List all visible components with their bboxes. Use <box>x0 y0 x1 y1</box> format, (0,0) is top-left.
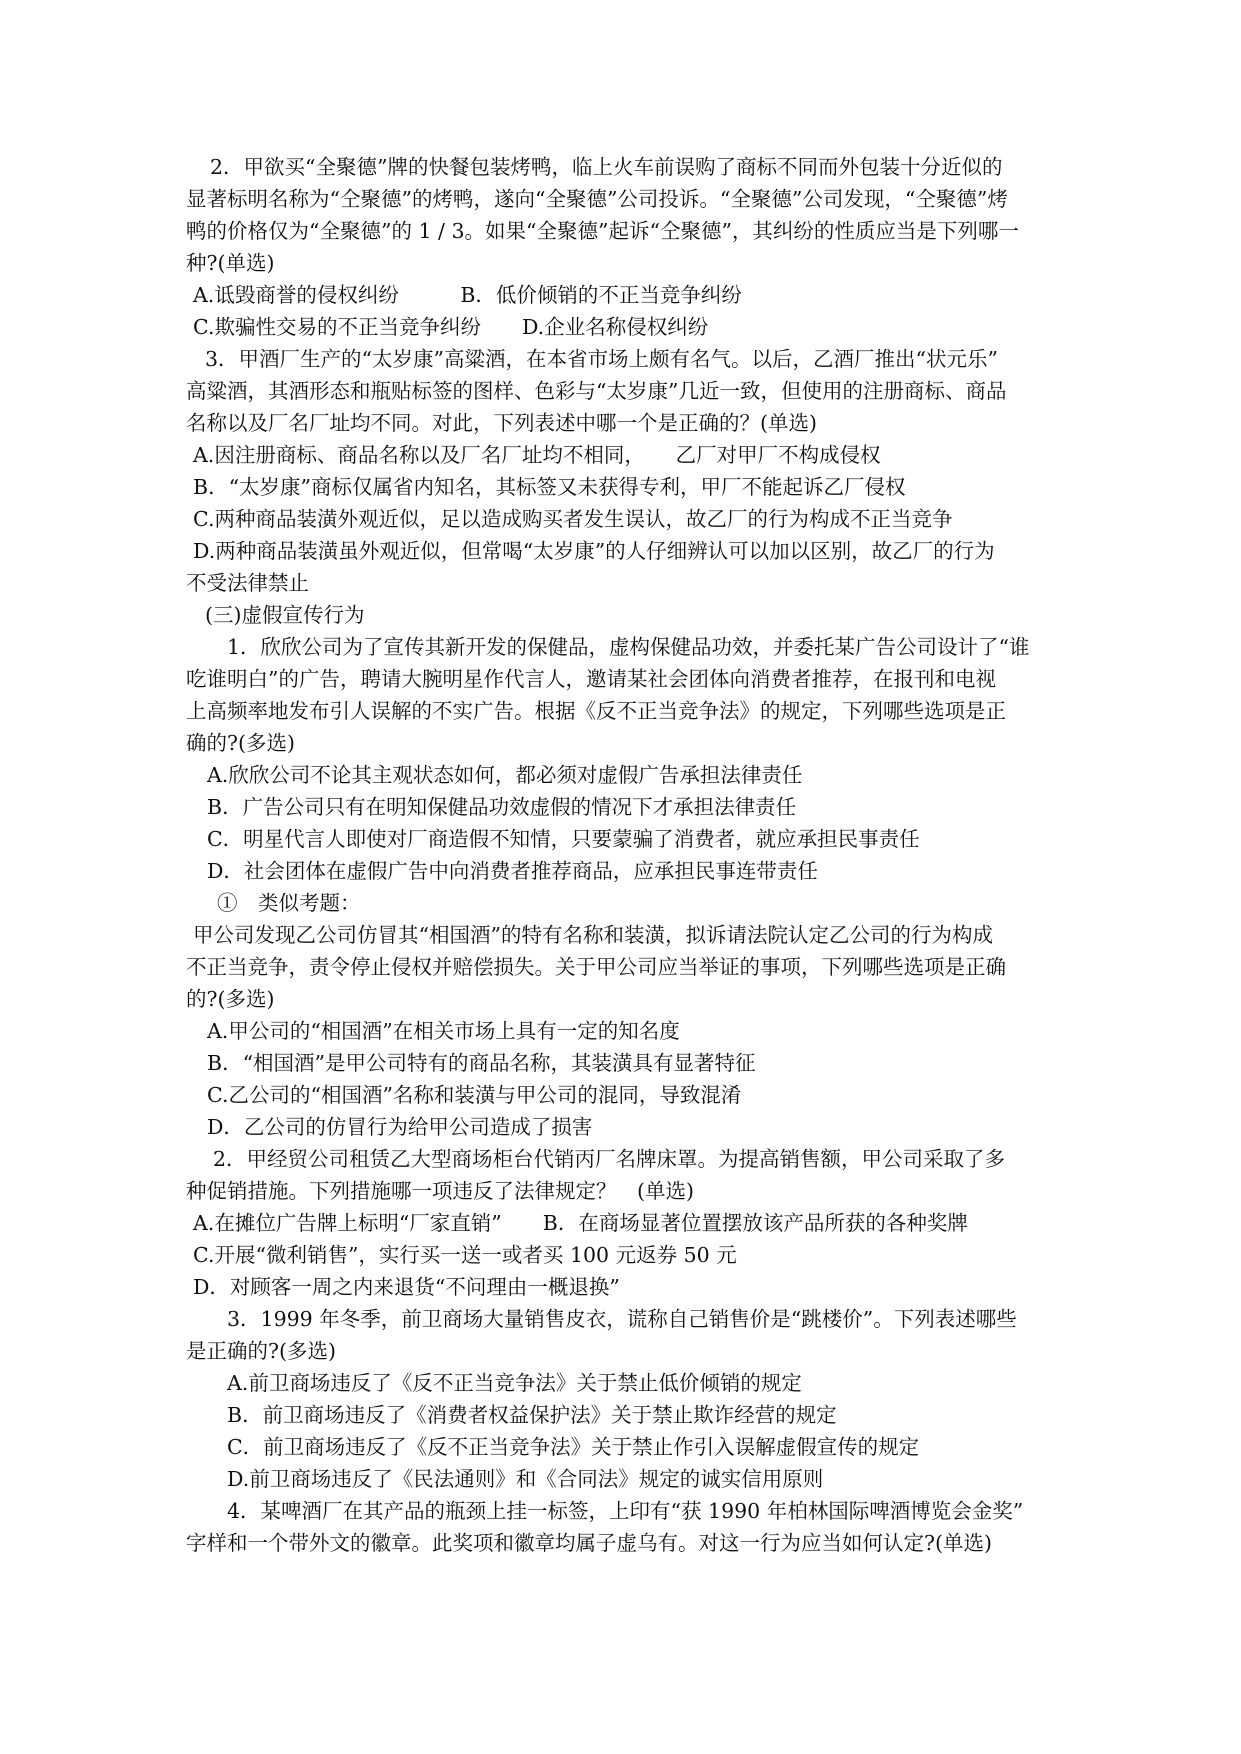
text-line: D.前卫商场违反了《民法通则》和《合同法》规定的诚实信用原则 <box>227 1467 824 1491</box>
text-line: C．前卫商场违反了《反不正当竞争法》关于禁止作引入误解虚假宣传的规定 <box>227 1435 920 1459</box>
section-heading: (三)虚假宣传行为 <box>205 603 365 627</box>
text-line: 3．甲酒厂生产的“太岁康”高粱酒，在本省市场上颇有名气。以后，乙酒厂推出“状元乐” <box>205 347 998 371</box>
text-line: D.两种商品装潢虽外观近似，但常喝“太岁康”的人仔细辨认可以加以区别，故乙厂的行为 <box>193 539 995 563</box>
text-line: A.因注册商标、商品名称以及厂名厂址均不相同， 乙厂对甲厂不构成侵权 <box>193 443 881 467</box>
text-line: 3．1999 年冬季，前卫商场大量销售皮衣，谎称自己销售价是“跳楼价”。下列表述哪些 <box>227 1307 1017 1331</box>
text-line: ① 类似考题： <box>217 891 361 915</box>
text-line: D．乙公司的仿冒行为给甲公司造成了损害 <box>207 1115 593 1139</box>
text-line: A.在摊位广告牌上标明“厂家直销” B．在商场显著位置摆放该产品所获的各种奖牌 <box>193 1211 968 1235</box>
text-line: B．前卫商场违反了《消费者权益保护法》关于禁止欺诈经营的规定 <box>227 1403 837 1427</box>
text-line: 甲公司发现乙公司仿冒其“相国酒”的特有名称和装潢，拟诉请法院认定乙公司的行为构成 <box>193 923 993 947</box>
text-line: 高粱酒，其酒形态和瓶贴标签的图样、色彩与“太岁康”几近一致，但使用的注册商标、商品 <box>186 379 1007 403</box>
text-line: 不正当竞争，责令停止侵权并赔偿损失。关于甲公司应当举证的事项，下列哪些选项是正确 <box>186 955 1006 979</box>
text-line: C.两种商品装潢外观近似，足以造成购买者发生误认，故乙厂的行为构成不正当竞争 <box>193 507 953 531</box>
text-line: 字样和一个带外文的徽章。此奖项和徽章均属子虚乌有。对这一行为应当如何认定?(单选) <box>186 1531 992 1555</box>
text-line: C.乙公司的“相国酒”名称和装潢与甲公司的混同，导致混淆 <box>207 1083 742 1107</box>
text-line: 2．甲欲买“全聚德”牌的快餐包装烤鸭，临上火车前误购了商标不同而外包装十分近似的 <box>210 155 1003 179</box>
text-line: A.欣欣公司不论其主观状态如何，都必须对虚假广告承担法律责任 <box>207 763 803 787</box>
text-line: 4．某啤酒厂在其产品的瓶颈上挂一标签，上印有“获 1990 年柏林国际啤酒博览会金奖” <box>227 1499 1024 1523</box>
text-line: A.诋毁商誉的侵权纠纷 B．低价倾销的不正当竞争纠纷 <box>193 283 742 307</box>
text-line: B．“相国酒”是甲公司特有的商品名称，其装潢具有显著特征 <box>207 1051 756 1075</box>
text-line: B．广告公司只有在明知保健品功效虚假的情况下才承担法律责任 <box>207 795 797 819</box>
text-line: 显著标明名称为“仝聚德”的烤鸭，遂向“全聚德”公司投诉。“全聚德”公司发现，“仝聚德”烤 <box>186 187 1008 211</box>
text-line: 上高频率地发布引人误解的不实广告。根据《反不正当竞争法》的规定，下列哪些选项是正 <box>186 699 1006 723</box>
text-line: D．对顾客一周之内来退货“不问理由一概退换” <box>193 1275 620 1299</box>
text-line: 吃谁明白”的广告，聘请大腕明星作代言人，邀请某社会团体向消费者推荐，在报刊和电视 <box>186 667 996 691</box>
text-line: 确的?(多选) <box>186 731 295 755</box>
text-line: 的?(多选) <box>186 987 275 1011</box>
text-line: 是正确的?(多选) <box>186 1339 336 1363</box>
text-line: C.欺骗性交易的不正当竞争纠纷 D.企业名称侵权纠纷 <box>193 315 709 339</box>
text-line: 1．欣欣公司为了宣传其新开发的保健品，虚构保健品功效，并委托某广告公司设计了“谁 <box>227 635 1030 659</box>
text-line: 种促销措施。下列措施哪一项违反了法律规定？ (单选) <box>186 1179 694 1203</box>
text-line: C.开展“微利销售”，实行买一送一或者买 100 元返券 50 元 <box>193 1243 737 1267</box>
text-line: B．“太岁康”商标仅属省内知名，其标签又未获得专利，甲厂不能起诉乙厂侵权 <box>193 475 906 499</box>
text-line: 鸭的价格仅为“全聚德”的 1 / 3。如果“全聚德”起诉“仝聚德”，其纠纷的性质应当是下列哪一 <box>186 219 1019 243</box>
text-line: 种?(单选) <box>186 251 275 275</box>
text-line: D．社会团体在虚假广告中向消费者推荐商品，应承担民事连带责任 <box>207 859 818 883</box>
text-line: 不受法律禁止 <box>186 571 309 595</box>
text-line: C．明星代言人即使对厂商造假不知情，只要蒙骗了消费者，就应承担民事责任 <box>207 827 920 851</box>
text-line: 名称以及厂名厂址均不同。对此，下列表述中哪一个是正确的？(单选) <box>186 411 817 435</box>
text-line: A.甲公司的“相国酒”在相关市场上具有一定的知名度 <box>207 1019 680 1043</box>
text-line: A.前卫商场违反了《反不正当竞争法》关于禁止低价倾销的规定 <box>227 1371 802 1395</box>
text-line: 2．甲经贸公司租赁乙大型商场柜台代销丙厂名牌床罩。为提高销售额，甲公司采取了多 <box>213 1147 1006 1171</box>
